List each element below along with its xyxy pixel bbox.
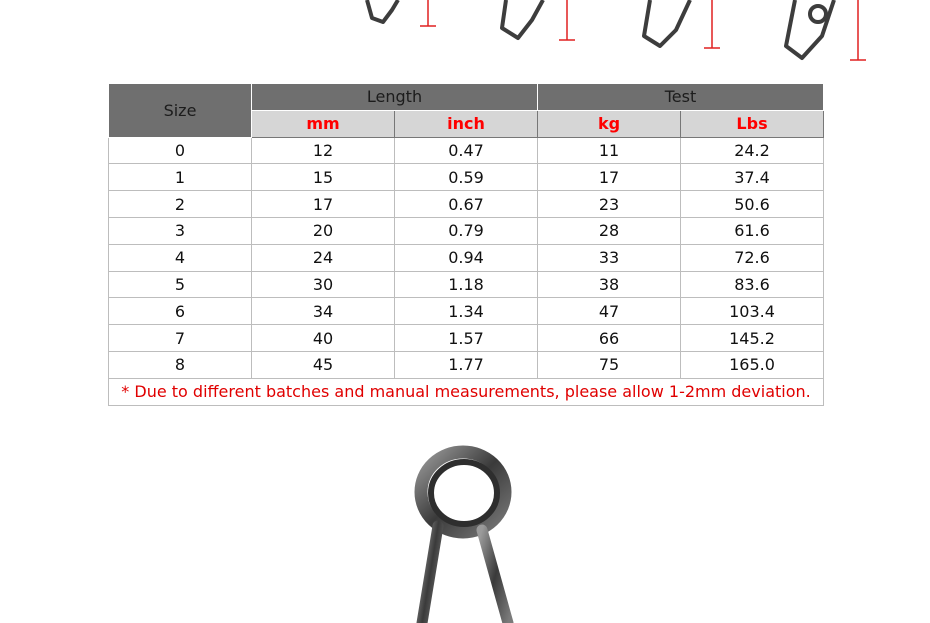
cell-mm: 30 bbox=[252, 271, 395, 298]
header-lbs: Lbs bbox=[681, 110, 824, 137]
cell-mm: 45 bbox=[252, 351, 395, 378]
cell-inch: 0.47 bbox=[395, 137, 538, 164]
table-row bbox=[109, 351, 824, 378]
measure-marker-4 bbox=[850, 0, 866, 60]
cell-mm: 12 bbox=[252, 137, 395, 164]
cell-mm: 20 bbox=[252, 217, 395, 244]
table-row bbox=[109, 271, 824, 298]
cell-kg: 66 bbox=[538, 325, 681, 352]
header-test: Test bbox=[538, 84, 824, 111]
deviation-note: * Due to different batches and manual measurements, please allow 1-2mm deviation. bbox=[109, 378, 824, 405]
header-inch: inch bbox=[395, 110, 538, 137]
measure-marker-2 bbox=[559, 0, 575, 40]
header-size: Size bbox=[109, 84, 252, 138]
snap-clip-closeup-image bbox=[330, 440, 600, 623]
table-row bbox=[109, 191, 824, 218]
cell-lbs: 165.0 bbox=[681, 351, 824, 378]
cell-mm: 34 bbox=[252, 298, 395, 325]
snap-clips-sizes-image bbox=[0, 0, 930, 70]
header-row-group bbox=[109, 84, 824, 111]
cell-size: 8 bbox=[109, 351, 252, 378]
cell-inch: 0.79 bbox=[395, 217, 538, 244]
cell-inch: 1.18 bbox=[395, 271, 538, 298]
cell-mm: 15 bbox=[252, 164, 395, 191]
size-chart-table bbox=[108, 83, 824, 406]
cell-kg: 75 bbox=[538, 351, 681, 378]
cell-kg: 38 bbox=[538, 271, 681, 298]
measure-marker-1 bbox=[420, 0, 436, 26]
cell-inch: 1.57 bbox=[395, 325, 538, 352]
cell-kg: 33 bbox=[538, 244, 681, 271]
cell-kg: 23 bbox=[538, 191, 681, 218]
cell-mm: 17 bbox=[252, 191, 395, 218]
cell-inch: 0.94 bbox=[395, 244, 538, 271]
cell-size: 4 bbox=[109, 244, 252, 271]
table-row bbox=[109, 298, 824, 325]
cell-kg: 11 bbox=[538, 137, 681, 164]
table-row bbox=[109, 244, 824, 271]
snap-clip-4 bbox=[786, 0, 834, 58]
cell-kg: 47 bbox=[538, 298, 681, 325]
cell-inch: 1.34 bbox=[395, 298, 538, 325]
header-length: Length bbox=[252, 84, 538, 111]
table-row bbox=[109, 217, 824, 244]
table-row bbox=[109, 325, 824, 352]
snap-clip-2 bbox=[502, 0, 543, 38]
snap-clip-3 bbox=[644, 0, 690, 46]
table-row bbox=[109, 164, 824, 191]
cell-mm: 40 bbox=[252, 325, 395, 352]
cell-lbs: 72.6 bbox=[681, 244, 824, 271]
cell-size: 3 bbox=[109, 217, 252, 244]
cell-size: 2 bbox=[109, 191, 252, 218]
cell-size: 5 bbox=[109, 271, 252, 298]
header-kg: kg bbox=[538, 110, 681, 137]
cell-mm: 24 bbox=[252, 244, 395, 271]
cell-lbs: 83.6 bbox=[681, 271, 824, 298]
cell-lbs: 145.2 bbox=[681, 325, 824, 352]
note-row bbox=[109, 378, 824, 405]
cell-kg: 17 bbox=[538, 164, 681, 191]
cell-lbs: 24.2 bbox=[681, 137, 824, 164]
cell-lbs: 61.6 bbox=[681, 217, 824, 244]
measure-marker-3 bbox=[704, 0, 720, 48]
header-mm: mm bbox=[252, 110, 395, 137]
cell-size: 6 bbox=[109, 298, 252, 325]
cell-inch: 1.77 bbox=[395, 351, 538, 378]
cell-lbs: 37.4 bbox=[681, 164, 824, 191]
cell-size: 7 bbox=[109, 325, 252, 352]
cell-inch: 0.67 bbox=[395, 191, 538, 218]
snap-clip-1 bbox=[367, 0, 398, 22]
cell-lbs: 103.4 bbox=[681, 298, 824, 325]
cell-size: 1 bbox=[109, 164, 252, 191]
table-row bbox=[109, 137, 824, 164]
cell-kg: 28 bbox=[538, 217, 681, 244]
cell-lbs: 50.6 bbox=[681, 191, 824, 218]
cell-size: 0 bbox=[109, 137, 252, 164]
cell-inch: 0.59 bbox=[395, 164, 538, 191]
